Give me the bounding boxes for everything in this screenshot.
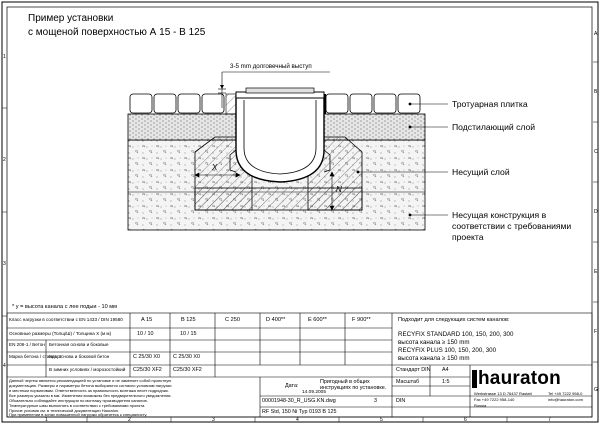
disclaimer-line-2: документацию. Размеры и параметры бетона выбираются согласно условиям нагрузки	[9, 383, 172, 388]
systems-line-3: RECYFIX PLUS 100, 150, 200, 300	[398, 347, 497, 354]
frame-letter-right-g: G	[594, 387, 598, 393]
table-row4-col2: Бет. основа и боковой бетон	[49, 354, 110, 359]
footnote: * у = высота канала с лее подыи - 10 мм	[12, 304, 117, 310]
frame-letter-right-e: E	[594, 269, 598, 275]
table-class-b125: B 125	[181, 317, 196, 323]
disclaimer-line-6: Температурные швы выполнять в соответствии с требованиями проекта.	[9, 403, 146, 408]
dimension-n-label: N	[336, 185, 342, 194]
paving-label: Тротуарная плитка	[452, 99, 528, 109]
frame-num-bottom-3: 3	[212, 417, 215, 423]
construction-label-3: проекта	[452, 232, 484, 242]
disclaimer-line-8: При применении в зонах повышенной нагрузки обратитесь к специалисту.	[9, 412, 148, 417]
hauraton-logo: hauraton	[478, 368, 561, 389]
recommend-label-1: Пригодный в общих	[320, 379, 370, 385]
standard-label: Стандарт DIN	[396, 367, 431, 373]
systems-line-1: RECYFIX STANDARD 100, 150, 200, 300	[398, 331, 514, 338]
systems-line-4: высота канала ≥ 150 mm	[398, 355, 470, 362]
scale-label: Масштаб	[396, 379, 420, 385]
table-class-f900: F 900**	[352, 317, 371, 323]
sheet-number: 3	[374, 398, 377, 404]
table-row4-col1: Марка бетона / стандарт	[9, 354, 62, 359]
table-row4-a15: C 25/30 X0	[133, 354, 160, 360]
frame-num-left-2: 2	[3, 157, 6, 163]
protrusion-label: 3-5 mm долговечный выступ	[230, 63, 312, 70]
frame-num-left-3: 3	[3, 261, 6, 267]
hauraton-logo-mark	[472, 370, 477, 388]
address-line-2: Tel +49 7222 958-0	[548, 391, 583, 396]
table-row2-b125: 10 / 15	[180, 331, 197, 337]
address-line-4: info@hauraton.com	[548, 397, 583, 402]
recommend-label-2: инструкциях по установке.	[320, 385, 387, 391]
table-class-e600: E 600**	[308, 317, 327, 323]
paving-stones-left	[130, 94, 224, 113]
disclaimer-line-7: Прочие условия см. в технической документации Hauraton.	[9, 408, 120, 413]
table-row5-b125: C25/30 XF2	[173, 367, 202, 373]
table-class-d400: D 400**	[266, 317, 286, 323]
paving-stones-right	[326, 94, 420, 113]
table-row3-col2: Бетонная основа и боковые	[49, 342, 109, 347]
drainage-channel	[230, 88, 330, 182]
address-line-5: Russia	[474, 403, 487, 408]
frame-letter-right-b: B	[594, 89, 598, 95]
frame-num-left-1: 1	[3, 54, 6, 60]
frame-num-bottom-7: 7	[548, 417, 551, 423]
construction-label-2: соответствии с требованиями	[452, 221, 572, 231]
frame-letter-right-a: A	[594, 31, 598, 37]
frame-num-bottom-5: 5	[380, 417, 383, 423]
table-class-c250: C 250	[225, 317, 240, 323]
table-row2-label: Основные размеры (Толщ/Ш) / Толщина X (м м)	[9, 331, 112, 336]
construction-label-1: Несущая конструкция в	[452, 210, 547, 220]
frame-letter-right-d: D	[594, 209, 598, 215]
drawing-file: 00001948-30_R_USG.KN.dwg	[262, 398, 336, 404]
table-row4-b125: C 25/30 X0	[173, 354, 200, 360]
disclaimer-line-5: Обязательно соблюдайте инструкции по монтажу производителя каналов.	[9, 398, 148, 403]
frame-letter-right-f: F	[594, 329, 598, 335]
dimension-x-label: X	[212, 163, 218, 172]
date-value: 14.09.2005	[302, 390, 327, 395]
grate	[246, 88, 314, 93]
disclaimer-line-4: Все размеры указаны в мм. Изменения возможны без предварительного уведомления.	[9, 393, 172, 398]
disclaimer-line-1: Данный чертеж является рекомендацией по установке и не заменяет собой проектную	[9, 378, 172, 383]
frame-num-bottom-6: 6	[464, 417, 467, 423]
systems-line-2: высота канала ≥ 150 mm	[398, 339, 470, 346]
table-row5-col2: В зимних условиях / морозостойкий	[49, 367, 126, 372]
bedding-label: Подстилающий слой	[452, 122, 536, 132]
unit-label: DIN	[396, 398, 406, 404]
frame-num-bottom-1: 1	[45, 417, 48, 423]
frame-num-left-4: 4	[3, 363, 6, 369]
bearing-label: Несущий слой	[452, 167, 510, 177]
frame-num-bottom-4: 4	[296, 417, 299, 423]
table-row1-label: Класс нагрузки в соответствии с EN 1433 / DIN 19580	[9, 317, 123, 322]
table-row3-col1: EN 206-1 / Бетон	[9, 342, 45, 347]
drawing-ref: RF Std, 150 Ni Typ 0193 B 125	[262, 409, 337, 415]
table-row2-a15: 10 / 10	[137, 331, 154, 337]
frame-num-bottom-2: 2	[128, 417, 131, 423]
systems-heading: Подходит для следующих систем каналов:	[398, 317, 510, 323]
frame-letter-right-c: C	[594, 149, 598, 155]
title-line-1: Пример установки	[28, 13, 114, 24]
scale-value: 1:5	[442, 379, 450, 385]
date-label: Дата:	[285, 383, 299, 389]
standard-value: A4	[442, 367, 449, 373]
table-row5-a15: C25/30 XF2	[133, 367, 162, 373]
disclaimer-line-3: и местным нормативам. Ответственность за правильность монтажа несет подрядчик.	[9, 388, 169, 393]
address-line-3: Fax +49 7222 958-140	[474, 397, 515, 402]
table-class-a15: A 15	[141, 317, 153, 323]
address-line-1: Werkstrasse 13 D 76437 Rastatt	[474, 391, 532, 396]
title-line-2: с мощеной поверхностью А 15 - В 125	[28, 27, 206, 38]
